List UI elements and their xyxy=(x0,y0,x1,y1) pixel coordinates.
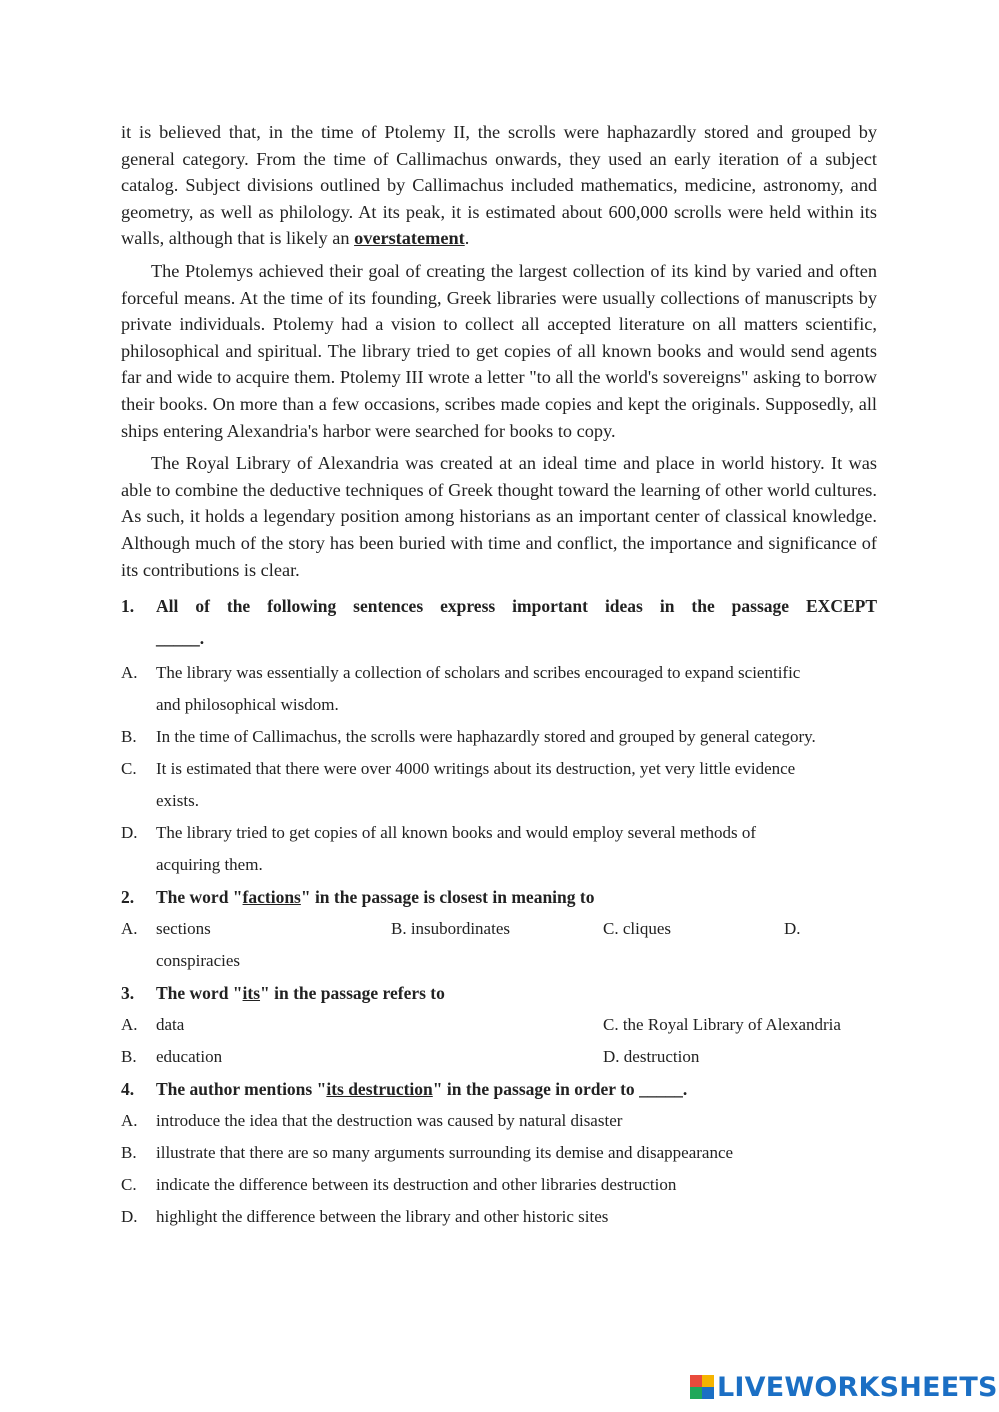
q2-option-d: conspiracies xyxy=(156,951,241,971)
question-text-post: " in the passage refers to xyxy=(260,983,445,1004)
option-text: The library was essentially a collection of scholars and scribes encouraged to expand scientific xyxy=(156,663,801,683)
question-text xyxy=(156,977,877,1009)
option-letter: B. xyxy=(121,1047,137,1067)
question-number: 4. xyxy=(121,1079,135,1100)
option-text: highlight the difference between the library and other historic sites xyxy=(156,1207,609,1227)
question-4 xyxy=(121,1073,877,1105)
vocab-word-overstatement: overstatement xyxy=(354,228,465,249)
q4-option-d xyxy=(121,1201,877,1233)
option-text: indicate the difference between its destruction and other libraries destruction xyxy=(156,1175,677,1195)
option-letter: B. xyxy=(121,1143,137,1163)
paragraph-end: . xyxy=(464,228,470,249)
q2-options-row xyxy=(121,913,877,945)
q3-option-c: C. the Royal Library of Alexandria xyxy=(603,1015,841,1035)
worksheet-page xyxy=(121,119,877,1233)
q1-option-a xyxy=(121,657,877,689)
q3-option-b: education xyxy=(156,1047,223,1067)
question-number: 3. xyxy=(121,983,135,1004)
question-2 xyxy=(121,881,877,913)
logo-text: LIVEWORKSHEETS xyxy=(717,1371,998,1403)
answer-blank: _____. xyxy=(156,628,205,649)
underlined-word: its xyxy=(242,983,261,1004)
question-text xyxy=(156,881,877,913)
option-continuation: exists. xyxy=(156,791,199,811)
q4-option-a xyxy=(121,1105,877,1137)
question-text-post: " in the passage in order to xyxy=(432,1079,640,1100)
logo-mark-tile xyxy=(702,1375,714,1387)
question-text-pre: The word " xyxy=(156,887,243,908)
question-3 xyxy=(121,977,877,1009)
q3-options-row-1 xyxy=(121,1009,877,1041)
q2-option-a: sections xyxy=(156,919,211,939)
paragraph-text: it is believed that, in the time of Ptolemy II, the scrolls were haphazardly stored and grouped by general category. From the time of Callimachus onwards, they used an early iteration of a subject catalog. Subject divisions outlined by Callimachus included mathematics, medicine, astronomy, and geometry, as well as philology. At its peak, it is estimated about 600,000 scrolls were held within its walls, although that is likely an xyxy=(121,122,877,249)
logo-mark-icon xyxy=(690,1375,714,1399)
q3-options-row-2 xyxy=(121,1041,877,1073)
liveworksheets-logo xyxy=(690,1370,998,1404)
option-text: The library tried to get copies of all known books and would employ several methods of xyxy=(156,823,757,843)
question-text xyxy=(156,1073,877,1105)
question-text: All of the following sentences express important ideas in the passage EXCEPT xyxy=(156,596,877,617)
option-letter: D. xyxy=(121,1207,138,1227)
logo-mark-tile xyxy=(690,1387,702,1399)
underlined-word: factions xyxy=(242,887,301,908)
underlined-word: its destruction xyxy=(326,1079,433,1100)
option-letter: A. xyxy=(121,663,138,683)
question-text-pre: The word " xyxy=(156,983,243,1004)
passage-paragraph-3: The Royal Library of Alexandria was created at an ideal time and place in world history. It was able to combine the deductive techniques of Greek thought toward the learning of other world cultures. As such, it holds a legendary position among historians as an important center of classical knowledge. Although much of the story has been buried with time and conflict, the importance and significance of its contributions is clear. xyxy=(121,453,877,580)
option-letter: A. xyxy=(121,1111,138,1131)
option-letter: D. xyxy=(784,919,801,939)
option-letter: B. xyxy=(121,727,137,747)
q1-option-c xyxy=(121,753,877,785)
q4-option-b xyxy=(121,1137,877,1169)
option-text: introduce the idea that the destruction was caused by natural disaster xyxy=(156,1111,623,1131)
answer-blank: _____. xyxy=(639,1079,688,1100)
passage-paragraph-2: The Ptolemys achieved their goal of creating the largest collection of its kind by varied and often forceful means. At the time of its founding, Greek libraries were usually collections of manuscripts by private individuals. Ptolemy had a vision to collect all accepted literature on all matters scientific, philosophical and spiritual. The library tried to get copies of all known books and would send agents far and wide to acquire them. Ptolemy III wrote a letter "to all the world's sovereigns" asking to borrow their books. On more than a few occasions, scribes made copies and kept the originals. Supposedly, all ships entering Alexandria's harbor were searched for books to copy. xyxy=(121,260,877,441)
question-number: 2. xyxy=(121,887,135,908)
option-letter: A. xyxy=(121,1015,138,1035)
q1-option-d xyxy=(121,817,877,849)
q4-option-c xyxy=(121,1169,877,1201)
q1-option-b xyxy=(121,721,877,753)
q2-option-b: B. insubordinates xyxy=(391,919,510,939)
passage-paragraph-1 xyxy=(121,119,877,252)
question-number: 1. xyxy=(121,596,135,617)
option-letter: C. xyxy=(121,1175,137,1195)
question-text-post: " in the passage is closest in meaning to xyxy=(300,887,595,908)
q2-option-c: C. cliques xyxy=(603,919,671,939)
option-text: It is estimated that there were over 4000 writings about its destruction, yet very little evidence xyxy=(156,759,796,779)
q3-option-d: D. destruction xyxy=(603,1047,700,1067)
logo-mark-tile xyxy=(702,1387,714,1399)
question-text-pre: The author mentions " xyxy=(156,1079,327,1100)
option-text: In the time of Callimachus, the scrolls were haphazardly stored and grouped by general category. xyxy=(156,727,816,747)
logo-mark-tile xyxy=(690,1375,702,1387)
option-continuation: and philosophical wisdom. xyxy=(156,695,339,715)
option-letter: C. xyxy=(121,759,137,779)
option-letter: A. xyxy=(121,919,138,939)
option-letter: D. xyxy=(121,823,138,843)
option-text: illustrate that there are so many arguments surrounding its demise and disappearance xyxy=(156,1143,734,1163)
q3-option-a: data xyxy=(156,1015,185,1035)
question-1 xyxy=(121,589,877,623)
option-continuation: acquiring them. xyxy=(156,855,263,875)
